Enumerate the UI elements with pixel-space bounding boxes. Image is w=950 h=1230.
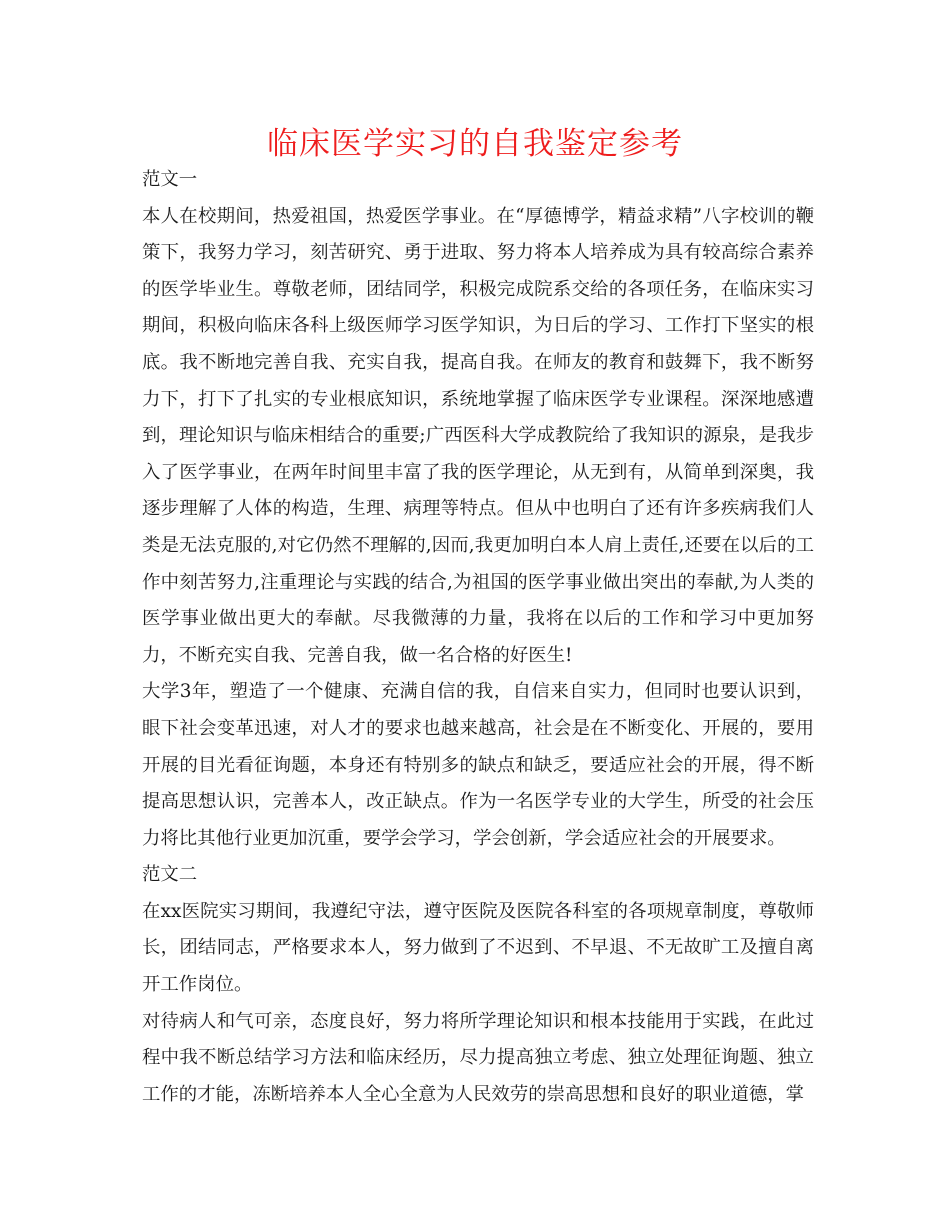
section-heading: 范文二 [142,864,198,886]
document-title: 临床医学实习的自我鉴定参考 [267,126,683,162]
paragraph: 对待病人和气可亲，态度良好，努力将所学理论知识和根本技能用于实践，在此过程中我不断总结学习方法和临床经历，尽力提高独立考虑、独立处理征询题、独立工作的才能，冻断培养本人全心全意为人民效劳的崇高思想和良好的职业道德，掌 [142,1010,814,1105]
paragraph: 本人在校期间，热爱祖国，热爱医学事业。在“厚德博学，精益求精”八字校训的鞭策下，我努力学习，刻苦研究、勇于进取、努力将本人培养成为具有较高综合素养的医学毕业生。尊敬老师，团结同学，积极完成院系交给的各项任务，在临床实习期间，积极向临床各科上级医师学习医学知识，为日后的学习、工作打下坚实的根底。我不断地完善自我、充实自我，提高自我。在师友的教育和鼓舞下，我不断努力下，打下了扎实的专业根底知识，系统地掌握了临床医学专业课程。深深地感遭到，理论知识与临床相结合的重要;广西医科大学成教院给了我知识的源泉，是我步入了医学事业，在两年时间里丰富了我的医学理论，从无到有，从简单到深奥，我逐步理解了人体的构造，生理、病理等特点。但从中也明白了还有许多疾病我们人类是无法克服的,对它仍然不理解的,因而,我更加明白本人肩上责任,还要在以后的工作中刻苦努力,注重理论与实践的结合,为祖国的医学事业做出突出的奉献,为人类的医学事业做出更大的奉献。尽我微薄的力量，我将在以后的工作和学习中更加努力，不断充实自我、完善自我，做一名合格的好医生! [142,205,814,666]
paragraph: 在xx医院实习期间，我遵纪守法，遵守医院及医院各科室的各项规章制度，尊敬师长，团结同志，严格要求本人，努力做到了不迟到、不早退、不无故旷工及擅自离开工作岗位。 [142,900,814,996]
document-body [142,162,814,1113]
section-heading: 范文一 [142,169,198,190]
paragraph: 大学3年，塑造了一个健康、充满自信的我，自信来自实力，但同时也要认识到，眼下社会变革迅速，对人才的要求也越来越高，社会是在不断变化、开展的，要用开展的目光看征询题，本身还有特别多的缺点和缺乏，要适应社会的开展，得不断提高思想认识，完善本人，改正缺点。作为一名医学专业的大学生，所受的社会压力将比其他行业更加沉重，要学会学习，学会创新，学会适应社会的开展要求。 [142,681,814,849]
